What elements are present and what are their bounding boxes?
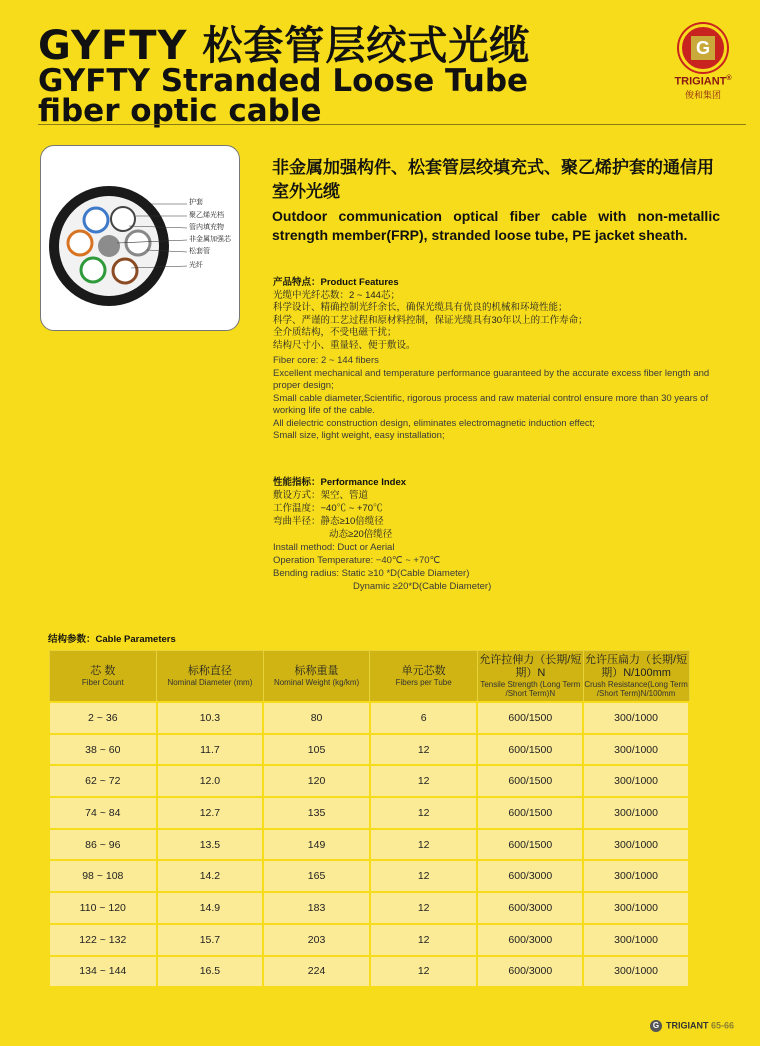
table-cell: 12 bbox=[370, 892, 478, 924]
page-numbers: 65-66 bbox=[711, 1020, 735, 1031]
col-header-en: Fibers per Tube bbox=[395, 677, 452, 687]
perf-bend-cn: 弯曲半径：静态≥10倍缆径 bbox=[273, 516, 384, 527]
col-header-cn: 单元芯数 bbox=[401, 664, 446, 677]
col-header-cn: 允许拉伸力（长期/短期）N bbox=[479, 653, 582, 679]
table-cell: 14.9 bbox=[157, 892, 264, 924]
perf-temp-en: Operation Temperature: −40℃ ~ +70℃ bbox=[273, 555, 441, 566]
table-row bbox=[49, 860, 689, 892]
table-cell: 12 bbox=[370, 734, 478, 766]
table-cell: 105 bbox=[263, 734, 370, 766]
table-cell: 300/1000 bbox=[583, 702, 689, 734]
feature-cn-line: 全介质结构，不受电磁干扰； bbox=[273, 327, 397, 338]
brand-logo bbox=[662, 24, 744, 101]
feature-cn-line: 光缆中光纤芯数：2 ~ 144芯； bbox=[273, 289, 400, 301]
col-header-crush bbox=[583, 651, 689, 703]
cable-parameters-title: 结构参数：Cable Parameters bbox=[48, 634, 176, 645]
loose-tube-blue bbox=[84, 208, 108, 232]
table-cell: 300/1000 bbox=[583, 860, 689, 892]
footer-brand: TRIGIANT bbox=[666, 1020, 709, 1031]
table-cell: 80 bbox=[263, 702, 370, 734]
col-header-cn: 标称直径 bbox=[187, 664, 232, 677]
table-cell: 12 bbox=[370, 797, 478, 829]
performance-title: 性能指标：Performance Index bbox=[273, 477, 407, 488]
table-cell: 149 bbox=[263, 829, 370, 861]
logo-registered: ® bbox=[726, 75, 732, 82]
central-strength-member bbox=[98, 235, 120, 257]
logo-mark-letter: G bbox=[691, 36, 715, 60]
table-cell: 12.7 bbox=[157, 797, 264, 829]
feature-cn-line: 结构尺寸小、重量轻、便于敷设。 bbox=[273, 339, 416, 351]
table-cell: 62 ~ 72 bbox=[49, 765, 157, 797]
table-cell: 300/1000 bbox=[583, 829, 689, 861]
table-cell: 600/3000 bbox=[477, 860, 583, 892]
logo-subtitle: 俊和集团 bbox=[684, 89, 721, 100]
table-row bbox=[49, 956, 689, 988]
table-cell: 12 bbox=[370, 924, 478, 956]
product-features bbox=[273, 277, 721, 443]
cable-parameters-table bbox=[48, 650, 690, 988]
table-row bbox=[49, 765, 689, 797]
logo-mark-icon bbox=[679, 24, 727, 72]
table-cell: 11.7 bbox=[157, 734, 264, 766]
feature-en-line: Small cable diameter,Scientific, rigorous process and raw material control ensure more than 30 years of working life of the cable. bbox=[273, 392, 709, 416]
feature-en-line: Small size, light weight, easy installation; bbox=[273, 430, 445, 441]
table-cell: 12 bbox=[370, 765, 478, 797]
feature-en-line: All dielectric construction design, eliminates electromagnetic induction effect; bbox=[273, 417, 595, 429]
table-cell: 38 ~ 60 bbox=[49, 734, 157, 766]
table-cell: 134 ~ 144 bbox=[49, 956, 157, 988]
diagram-label-filler: 管内填充物 bbox=[189, 223, 224, 231]
table-cell: 300/1000 bbox=[583, 797, 689, 829]
table-cell: 300/1000 bbox=[583, 765, 689, 797]
table-cell: 110 ~ 120 bbox=[49, 892, 157, 924]
col-header-en: Nominal Weight (kg/km) bbox=[273, 677, 360, 687]
diagram-label-strength: 非金属加强芯 bbox=[189, 235, 231, 243]
table-cell: 224 bbox=[263, 956, 370, 988]
table-cell: 600/1500 bbox=[477, 797, 583, 829]
loose-tube-white bbox=[111, 207, 135, 231]
table-cell: 600/3000 bbox=[477, 892, 583, 924]
table-cell: 15.7 bbox=[157, 924, 264, 956]
features-title: 产品特点：Product Features bbox=[273, 277, 399, 288]
table-cell: 12 bbox=[370, 956, 478, 988]
table-cell: 74 ~ 84 bbox=[49, 797, 157, 829]
table-cell: 98 ~ 108 bbox=[49, 860, 157, 892]
page-footer bbox=[650, 1020, 734, 1032]
table-row bbox=[49, 829, 689, 861]
feature-en-line: Excellent mechanical and temperature performance guaranteed by the accurate excess fiber length and proper design; bbox=[273, 367, 710, 391]
col-header-tensile bbox=[477, 651, 583, 703]
product-heading-en: Outdoor communication optical fiber cable with non-metallic strength member(FRP), stranded loose tube, PE jacket sheath. bbox=[272, 208, 720, 243]
table-cell: 600/1500 bbox=[477, 765, 583, 797]
table-cell: 165 bbox=[263, 860, 370, 892]
perf-install-cn: 敷设方式：架空、管道 bbox=[273, 490, 369, 501]
table-row bbox=[49, 702, 689, 734]
perf-temp-cn: 工作温度：−40℃ ~ +70℃ bbox=[273, 503, 383, 514]
feature-cn-line: 科学、严谨的工艺过程和原材料控制，保证光缆具有30年以上的工作寿命； bbox=[273, 314, 588, 326]
table-cell: 300/1000 bbox=[583, 924, 689, 956]
title-divider bbox=[38, 124, 746, 125]
table-cell: 600/1500 bbox=[477, 702, 583, 734]
col-header-fibers-per-tube bbox=[370, 651, 478, 703]
table-body bbox=[49, 702, 689, 987]
loose-tube-green bbox=[81, 258, 105, 282]
col-header-en: Tensile Strength (Long Term /Short Term)N bbox=[480, 679, 581, 698]
table-row bbox=[49, 924, 689, 956]
table-cell: 86 ~ 96 bbox=[49, 829, 157, 861]
col-header-diameter bbox=[157, 651, 264, 703]
table-cell: 300/1000 bbox=[583, 734, 689, 766]
table-cell: 12 bbox=[370, 860, 478, 892]
table-cell: 12.0 bbox=[157, 765, 264, 797]
perf-bend-cn-dynamic: 动态≥20倍缆径 bbox=[329, 529, 393, 540]
perf-install-en: Install method: Duct or Aerial bbox=[273, 542, 395, 553]
table-cell: 600/1500 bbox=[477, 734, 583, 766]
feature-cn-line: 科学设计、精确控制光纤余长，确保光缆具有优良的机械和环境性能； bbox=[273, 302, 568, 313]
table-cell: 122 ~ 132 bbox=[49, 924, 157, 956]
table-cell: 12 bbox=[370, 829, 478, 861]
table-cell: 13.5 bbox=[157, 829, 264, 861]
page-title-en: GYFTY Stranded Loose Tube fiber optic cable bbox=[38, 63, 529, 129]
feature-en-line: Fiber core: 2 ~ 144 fibers bbox=[273, 355, 379, 366]
table-cell: 120 bbox=[263, 765, 370, 797]
table-cell: 6 bbox=[370, 702, 478, 734]
loose-tube-brown bbox=[113, 259, 137, 283]
loose-tube-orange bbox=[68, 231, 92, 255]
col-header-fiber-count bbox=[49, 651, 157, 703]
col-header-cn: 允许压扁力（长期/短期）N/100mm bbox=[585, 653, 688, 679]
perf-bend-en-dynamic: Dynamic ≥20*D(Cable Diameter) bbox=[353, 581, 492, 592]
table-cell: 10.3 bbox=[157, 702, 264, 734]
diagram-label-fiber: 光纤 bbox=[189, 261, 203, 269]
table-cell: 600/3000 bbox=[477, 956, 583, 988]
perf-bend-en: Bending radius: Static ≥10 *D(Cable Diameter) bbox=[273, 568, 470, 579]
performance-index bbox=[273, 476, 721, 593]
page-title-cn: GYFTY 松套管层绞式光缆 bbox=[38, 23, 531, 69]
loose-tube-grey bbox=[126, 231, 150, 255]
table-cell: 14.2 bbox=[157, 860, 264, 892]
col-header-en: Fiber Count bbox=[81, 677, 124, 687]
table-row bbox=[49, 797, 689, 829]
table-row bbox=[49, 734, 689, 766]
table-cell: 2 ~ 36 bbox=[49, 702, 157, 734]
col-header-en: Crush Resistance(Long Term /Short Term)N/100mm bbox=[584, 679, 688, 698]
table-row bbox=[49, 892, 689, 924]
diagram-label-tube: 松套管 bbox=[189, 247, 210, 255]
col-header-cn: 芯 数 bbox=[90, 664, 116, 677]
table-cell: 183 bbox=[263, 892, 370, 924]
diagram-label-jacket: 护套 bbox=[189, 198, 203, 206]
logo-name: TRIGIANT bbox=[674, 75, 727, 88]
diagram-label-pe: 聚乙烯光档 bbox=[189, 211, 224, 219]
table-cell: 300/1000 bbox=[583, 892, 689, 924]
table-header-row bbox=[49, 651, 689, 703]
table-cell: 16.5 bbox=[157, 956, 264, 988]
table-cell: 600/1500 bbox=[477, 829, 583, 861]
col-header-en: Nominal Diameter (mm) bbox=[167, 677, 253, 687]
table-cell: 600/3000 bbox=[477, 924, 583, 956]
cable-cross-section-diagram bbox=[40, 145, 240, 331]
product-heading-cn: 非金属加强构件、松套管层绞填充式、聚乙烯护套的通信用室外光缆 bbox=[272, 158, 714, 202]
col-header-cn: 标称重量 bbox=[294, 664, 339, 677]
table-cell: 203 bbox=[263, 924, 370, 956]
footer-logo-icon: G bbox=[650, 1020, 662, 1032]
col-header-weight bbox=[263, 651, 370, 703]
table-cell: 135 bbox=[263, 797, 370, 829]
table-cell: 300/1000 bbox=[583, 956, 689, 988]
